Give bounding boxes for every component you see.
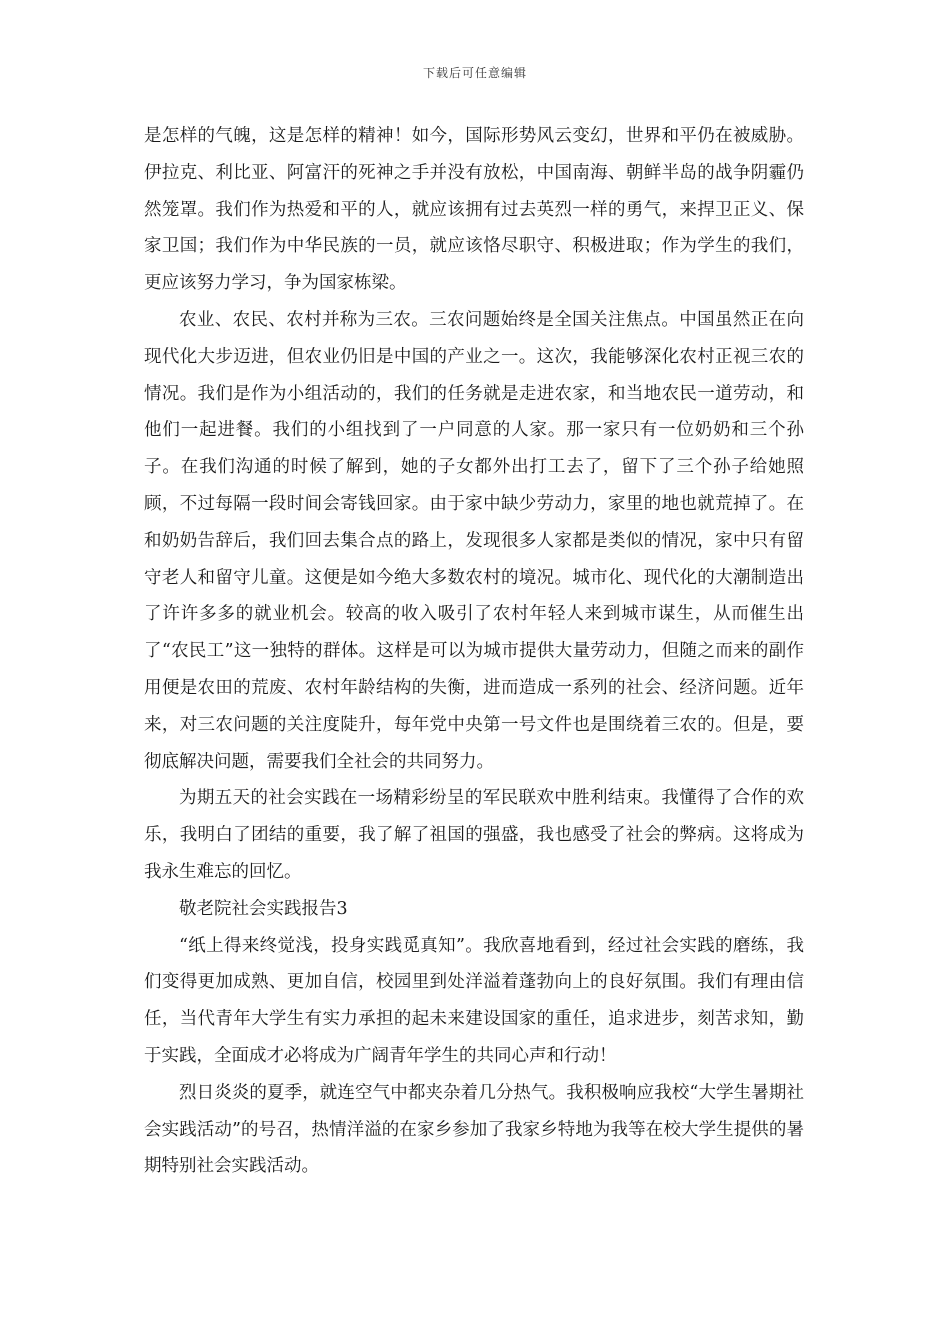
document-body (144, 118, 804, 1185)
section-heading: 敬老院社会实践报告3 (179, 898, 348, 919)
paragraph: 烈日炎炎的夏季，就连空气中都夹杂着几分热气。我积极响应我校“大学生暑期社会实践活动”的号召，热情洋溢的在家乡参加了我家乡特地为我等在校大学生提供的暑期特别社会实践活动。 (144, 1082, 804, 1177)
paragraph: 为期五天的社会实践在一场精彩纷呈的军民联欢中胜利结束。我懂得了合作的欢乐，我明白了团结的重要，我了解了祖国的强盛，我也感受了社会的弊病。这将成为我永生难忘的回忆。 (144, 788, 804, 882)
paragraph: 是怎样的气魄，这是怎样的精神！如今，国际形势风云变幻，世界和平仍在被威胁。伊拉克、利比亚、阿富汗的死神之手并没有放松，中国南海、朝鲜半岛的战争阴霾仍然笼罩。我们作为热爱和平的人，就应该拥有过去英烈一样的勇气，来捍卫正义、保家卫国；我们作为中华民族的一员，就应该恪尽职守、积极进取；作为学生的我们，更应该努力学习，争为国家栋梁。 (144, 126, 804, 294)
page-header: 下载后可任意编辑 (422, 66, 527, 80)
paragraph: 农业、农民、农村并称为三农。三农问题始终是全国关注焦点。中国虽然正在向现代化大步迈进，但农业仍旧是中国的产业之一。这次，我能够深化农村正视三农的情况。我们是作为小组活动的，我们的任务就是走进农家，和当地农民一道劳动，和他们一起进餐。我们的小组找到了一户同意的人家。那一家只有一位奶奶和三个孙子。在我们沟通的时候了解到，她的子女都外出打工去了，留下了三个孙子给她照顾，不过每隔一段时间会寄钱回家。由于家中缺少劳动力，家里的地也就荒掉了。在和奶奶告辞后，我们回去集合点的路上，发现很多人家都是类似的情况，家中只有留守老人和留守儿童。这便是如今绝大多数农村的境况。城市化、现代化的大潮制造出了许许多多的就业机会。较高的收入吸引了农村年轻人来到城市谋生，从而催生出了“农民工”这一独特的群体。这样是可以为城市提供大量劳动力，但随之而来的副作用便是农田的荒废、农村年龄结构的失衡，进而造成一系列的社会、经济问题。近年来，对三农问题的关注度陡升，每年党中央第一号文件也是围绕着三农的。但是，要彻底解决问题，需要我们全社会的共同努力。 (144, 309, 804, 772)
paragraph: “纸上得来终觉浅，投身实践觅真知”。我欣喜地看到，经过社会实践的磨练，我们变得更加成熟、更加自信，校园里到处洋溢着蓬勃向上的良好氛围。我们有理由信任，当代青年大学生有实力承担的起未来建设国家的重任，追求进步，刻苦求知，勤于实践，全面成才必将成为广阔青年学生的共同心声和行动！ (144, 935, 804, 1066)
